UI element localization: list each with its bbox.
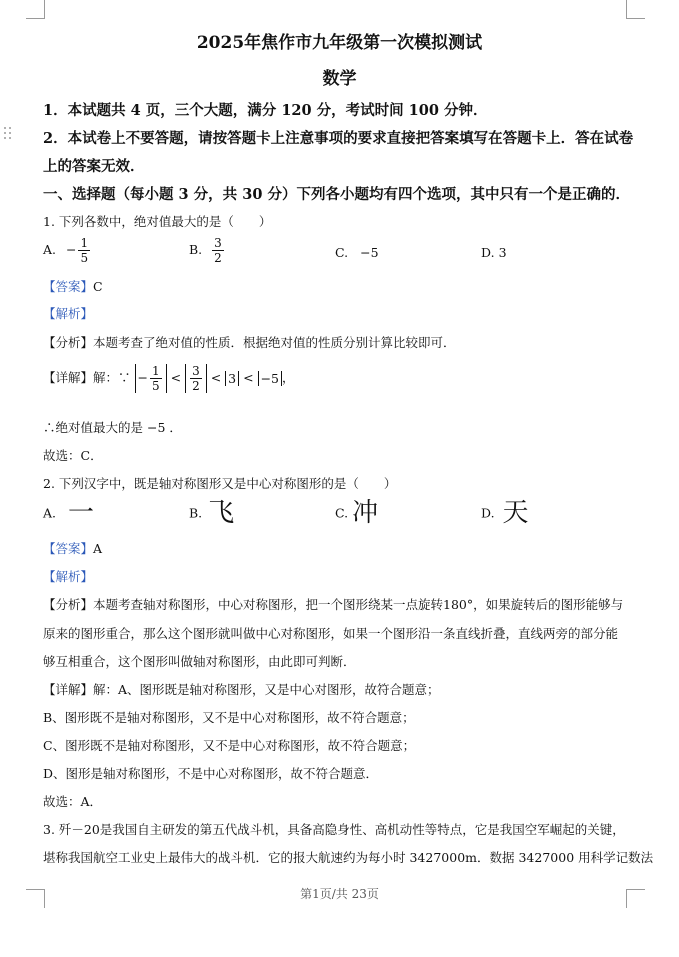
note-1: 1．本试题共 4 页，三个大题，满分 120 分，考试时间 100 分钟． [43,102,488,119]
q2-fenxi-2: 原来的图形重合，那么这个图形就叫做中心对称图形，如果一个图形沿一条直线折叠，直线两旁的部分能 [43,626,619,641]
q2-analysis-tag: 【解析】 [43,569,94,584]
note-2-line-2: 上的答案无效． [43,158,145,175]
q2-option-c: C. 冲 [335,498,379,528]
page-footer: 第1页/共 23页 [300,887,379,901]
q2-detail-3: C、图形既不是轴对称图形，又不是中心对称图形，故不符合题意； [43,738,416,753]
page-title: 2025年焦作市九年级第一次模拟测试 [196,33,483,53]
crop-mark-top-left [26,0,45,19]
q1-option-c: C. −5 [335,245,379,260]
crop-mark-top-right [626,0,645,19]
q1-fenxi: 【分析】本题考查了绝对值的性质．根据绝对值的性质分别计算比较即可． [43,335,456,350]
q1-option-a: A. − $\frac{1}{5}$ [43,236,89,265]
q1-choose: 故选：C． [43,448,103,463]
q2-option-a: A. 一 [43,498,95,528]
q2-detail-4: D、图形是轴对称图形，不是中心对称图形，故不符合题意． [43,766,379,781]
q2-choose: 故选：A． [43,794,103,809]
q1-analysis-tag: 【解析】 [43,306,94,321]
q1-option-d: D. 3 [481,245,507,260]
q2-stem: 2. 下列汉字中，既是轴对称图形又是中心对称图形的是（ ） [43,476,397,491]
note-2-line-1: 2．本试卷上不要答题，请按答题卡上注意事项的要求直接把答案填写在答题卡上．答在试卷 [43,130,634,147]
q3-line-2: 堪称我国航空工业史上最伟大的战斗机．它的报大航速约为每小时 3427000m．数据 3427000 用科学记数法 [43,850,654,865]
subject-title: 数学 [322,69,357,89]
q1-answer: 【答案】C [43,279,103,294]
q2-option-d: D. 天 [481,498,529,528]
q2-fenxi-3: 够互相重合，这个图形叫做轴对称图形，由此即可判断． [43,654,356,669]
q1-detail: 【详解】解：∵ − $\frac{1}{5}$ < $\frac{3}{2}$ < 3 < −5 ， [43,364,295,393]
drag-handle-icon[interactable] [4,127,14,141]
q2-detail-2: B、图形既不是轴对称图形，又不是中心对称图形，故不符合题意； [43,710,415,725]
section-heading: 一、选择题（每小题 3 分，共 30 分）下列各小题均有四个选项，其中只有一个是正确的． [43,186,630,203]
q2-option-b: B. 飞 [189,498,235,528]
q2-detail-1: 【详解】解：A、图形既是轴对称图形，又是中心对图形，故符合题意； [43,682,440,697]
q2-answer: 【答案】A [43,541,103,556]
q1-conclusion: ∴绝对值最大的是 −5 ． [43,420,182,435]
q1-option-b: B. $\frac{3}{2}$ [189,236,222,265]
q3-line-1: 3. 歼－20是我国自主研发的第五代战斗机，具备高隐身性、高机动性等特点，它是我国空军崛起的关键， [43,822,625,837]
q1-stem: 1. 下列各数中，绝对值最大的是（ ） [43,214,272,229]
q2-fenxi-1: 【分析】本题考查轴对称图形，中心对称图形，把一个图形绕某一点旋转180°，如果旋转后的图形能够与 [43,597,624,612]
